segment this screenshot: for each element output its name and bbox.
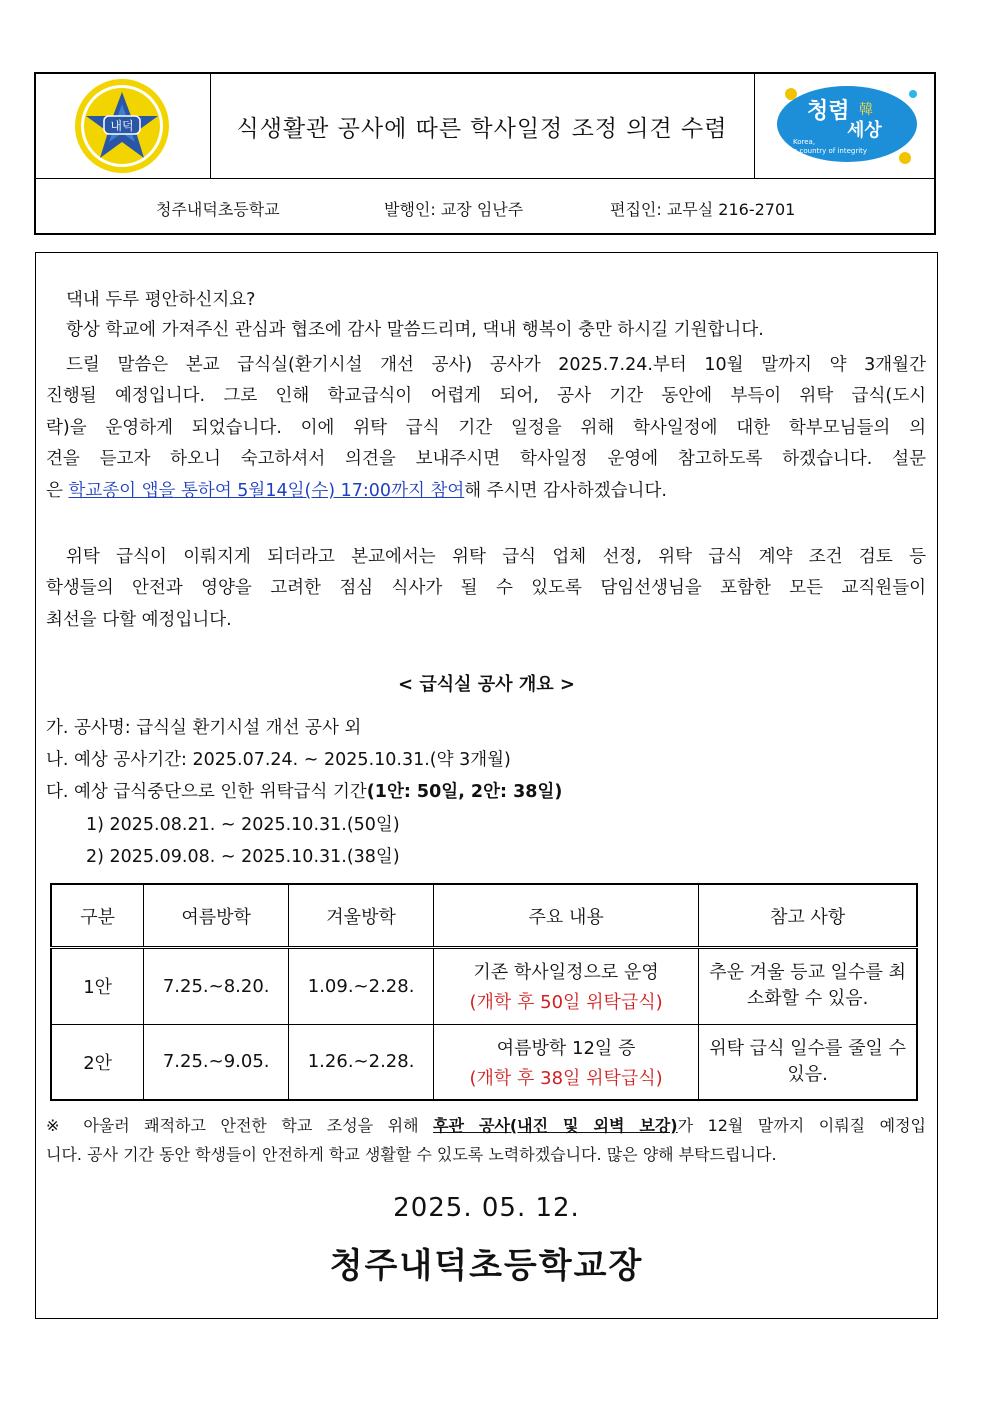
survey-link[interactable]: 학교종이 앱을 통하여 5월14일(수) 17:00까지 참여 bbox=[68, 481, 465, 501]
paragraph-2-line-2: 학생들의 안전과 영양을 고려한 점심 식사가 될 수 있도록 담임선생님을 포함한 모든 교직원들이 bbox=[46, 578, 926, 598]
integrity-logo-hanja: 韓 bbox=[859, 102, 873, 118]
table-header-cell: 참고 사항 bbox=[699, 884, 917, 948]
school-name: 청주내덕초등학교 bbox=[156, 200, 280, 219]
principal-signature: 청주내덕초등학교장 bbox=[329, 1246, 644, 1286]
integrity-logo-sub2: a country of integrity bbox=[793, 147, 868, 155]
main-content-line-1: 기존 학사일정으로 운영 bbox=[473, 962, 659, 984]
paragraph-1-line-5 bbox=[46, 479, 667, 503]
editor: 편집인: 교무실 216-2701 bbox=[610, 200, 796, 219]
letter-body bbox=[35, 252, 938, 1319]
overview-item-a: 가. 공사명: 급식실 환기시설 개선 공사 외 bbox=[46, 718, 362, 738]
newsletter-header bbox=[34, 72, 936, 235]
footer-note-line-2: 니다. 공사 기간 동안 학생들이 안전하게 학교 생활할 수 있도록 노력하겠습니다. 많은 양해 부탁드립니다. bbox=[46, 1145, 777, 1164]
table-header-row bbox=[51, 884, 917, 948]
table-header-cell: 겨울방학 bbox=[289, 884, 434, 948]
paragraph-1-line-5-pre: 은 bbox=[46, 481, 69, 501]
footer-note-pre: ※ 아울러 쾌적하고 안전한 학교 조성을 위해 bbox=[46, 1116, 434, 1135]
school-emblem-text: 내덕 bbox=[110, 119, 134, 133]
footer-note-line-1 bbox=[46, 1114, 926, 1138]
greeting-line-2: 항상 학교에 가져주신 관심과 협조에 감사 말씀드리며, 댁내 행복이 충만 하시길 기원합니다. bbox=[66, 320, 764, 340]
overview-item-c bbox=[46, 780, 562, 804]
main-content-cell bbox=[434, 1024, 699, 1100]
page-title: 식생활관 공사에 따른 학사일정 조정 의견 수렴 bbox=[236, 115, 728, 142]
table-header-cell: 구분 bbox=[51, 884, 144, 948]
paragraph-2-line-3: 최선을 다할 예정입니다. bbox=[46, 610, 232, 630]
integrity-logo-cell bbox=[754, 74, 935, 178]
overview-item-c2: 2) 2025.09.08. ~ 2025.10.31.(38일) bbox=[86, 847, 400, 867]
paragraph-1-line-5-post: 해 주시면 감사하겠습니다. bbox=[464, 481, 667, 501]
overview-item-b: 나. 예상 공사기간: 2025.07.24. ~ 2025.10.31.(약 3개월) bbox=[46, 750, 511, 770]
reference-note-cell: 추운 겨울 등교 일수를 최소화할 수 있음. bbox=[699, 948, 917, 1025]
winter-vacation-cell: 1.26.~2.28. bbox=[289, 1024, 434, 1100]
main-content-cell bbox=[434, 948, 699, 1025]
plan-cell: 2안 bbox=[51, 1024, 144, 1100]
main-content-line-2: (개학 후 50일 위탁급식) bbox=[469, 992, 663, 1014]
paragraph-1-line-1: 드릴 말씀은 본교 급식실(환기시설 개선 공사) 공사가 2025.7.24.부터 10월 말까지 약 3개월간 bbox=[66, 355, 926, 375]
summer-vacation-cell: 7.25.~8.20. bbox=[144, 948, 289, 1025]
integrity-logo-sub1: Korea, bbox=[793, 138, 816, 146]
summer-vacation-cell: 7.25.~9.05. bbox=[144, 1024, 289, 1100]
reference-note-cell: 위탁 급식 일수를 줄일 수 있음. bbox=[699, 1024, 917, 1100]
header-top-row bbox=[36, 74, 934, 179]
table-row bbox=[51, 1024, 917, 1100]
overview-item-c-days: (1안: 50일, 2안: 38일) bbox=[366, 782, 563, 802]
paragraph-1-line-4: 견을 듣고자 하오니 숙고하셔서 의견을 보내주시면 학사일정 운영에 참고하도록 하겠습니다. 설문 bbox=[46, 449, 926, 469]
schedule-table bbox=[50, 883, 918, 1101]
school-emblem-icon bbox=[36, 74, 210, 178]
greeting-line-1: 댁내 두루 평안하신지요? bbox=[66, 290, 256, 310]
table-row bbox=[51, 948, 917, 1025]
overview-item-c-text: 다. 예상 급식중단으로 인한 위탁급식 기간 bbox=[46, 782, 367, 802]
table-header-cell: 주요 내용 bbox=[434, 884, 699, 948]
overview-item-c1: 1) 2025.08.21. ~ 2025.10.31.(50일) bbox=[86, 815, 400, 835]
issue-date: 2025. 05. 12. bbox=[393, 1193, 580, 1223]
main-content-line-1: 여름방학 12일 증 bbox=[496, 1037, 636, 1059]
winter-vacation-cell: 1.09.~2.28. bbox=[289, 948, 434, 1025]
paragraph-2-line-1: 위탁 급식이 이뤄지게 되더라고 본교에서는 위탁 급식 업체 선정, 위탁 급식 계약 조건 검토 등 bbox=[66, 547, 926, 567]
publisher-info-row bbox=[36, 179, 934, 233]
table-header-cell: 여름방학 bbox=[144, 884, 289, 948]
plan-cell: 1안 bbox=[51, 948, 144, 1025]
integrity-logo-title: 청렴 bbox=[807, 99, 850, 124]
paragraph-1-line-3: 락)을 운영하게 되었습니다. 이에 위탁 급식 기간 일정을 위해 학사일정에 대한 학부모님들의 의 bbox=[46, 418, 926, 438]
paragraph-1-line-2: 진행될 예정입니다. 그로 인해 학교급식이 어렵게 되어, 공사 기간 동안에 부득이 위탁 급식(도시 bbox=[46, 386, 926, 406]
integrity-logo-title2: 세상 bbox=[847, 120, 882, 141]
school-logo-cell bbox=[36, 74, 211, 178]
main-content-line-2: (개학 후 38일 위탁급식) bbox=[469, 1067, 663, 1089]
footer-note-underlined: 후관 공사(내진 및 외벽 보강) bbox=[433, 1116, 678, 1135]
footer-note-post: 가 12월 말까지 이뤄질 예정입 bbox=[677, 1116, 926, 1135]
section-title: < 급식실 공사 개요 > bbox=[398, 674, 575, 695]
publisher: 발행인: 교장 임난주 bbox=[384, 200, 524, 219]
integrity-logo-icon bbox=[755, 74, 935, 178]
